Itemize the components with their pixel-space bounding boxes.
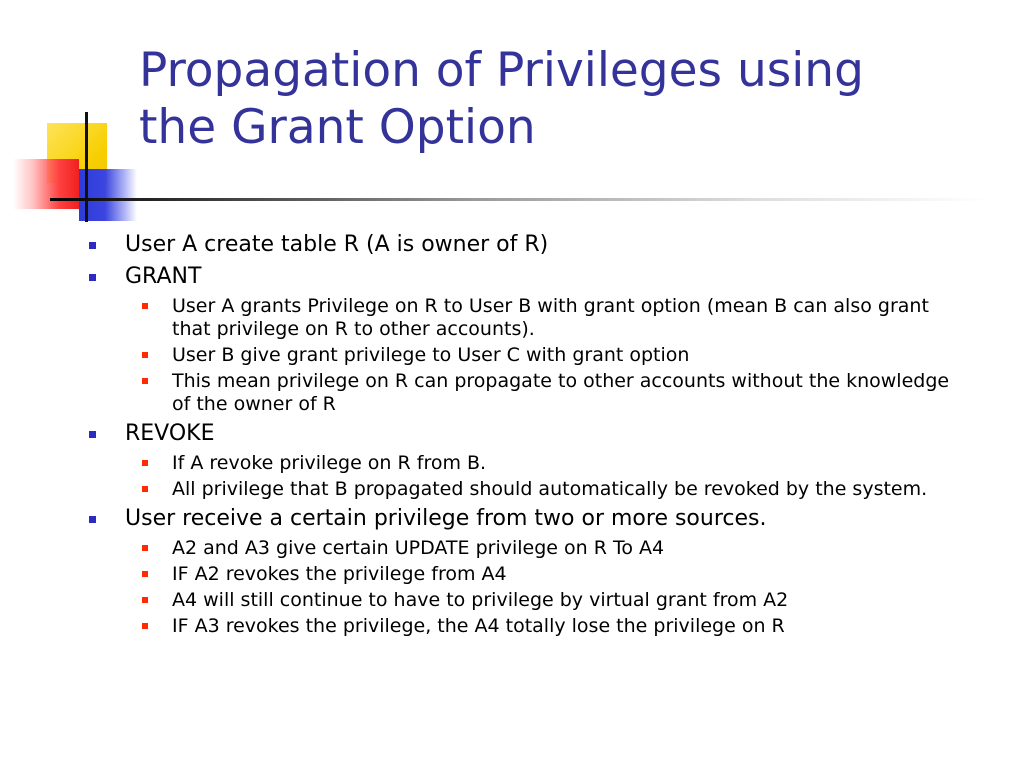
sub-bullet-item: User A grants Privilege on R to User B with grant option (mean B can also grant that privilege on R to other accounts). — [172, 295, 962, 341]
vertical-line-decoration — [85, 112, 88, 222]
red-bar-decoration — [13, 159, 79, 209]
sub-bullet-item: A4 will still continue to have to privilege by virtual grant from A2 — [172, 589, 962, 612]
bullet-item: GRANT — [86, 262, 986, 292]
bullet-item: User receive a certain privilege from two or more sources. — [86, 504, 986, 534]
title-line: Propagation of Privileges using — [139, 43, 864, 98]
sub-bullet-item: All privilege that B propagated should automatically be revoked by the system. — [172, 478, 962, 501]
sub-bullet-item: IF A2 revokes the privilege from A4 — [172, 563, 962, 586]
bullet-list — [86, 228, 986, 641]
slide-title — [139, 42, 1009, 157]
bullet-item: REVOKE — [86, 419, 986, 449]
sub-bullet-item: IF A3 revokes the privilege, the A4 totally lose the privilege on R — [172, 615, 962, 638]
sub-bullet-item: This mean privilege on R can propagate to other accounts without the knowledge of the owner of R — [172, 370, 962, 416]
title-line: the Grant Option — [139, 100, 536, 156]
title-underline — [50, 198, 990, 201]
sub-bullet-item: User B give grant privilege to User C with grant option — [172, 344, 962, 367]
bullet-item: User A create table R (A is owner of R) — [86, 230, 986, 260]
sub-bullet-item: If A revoke privilege on R from B. — [172, 452, 962, 475]
sub-bullet-item: A2 and A3 give certain UPDATE privilege on R To A4 — [172, 537, 962, 560]
